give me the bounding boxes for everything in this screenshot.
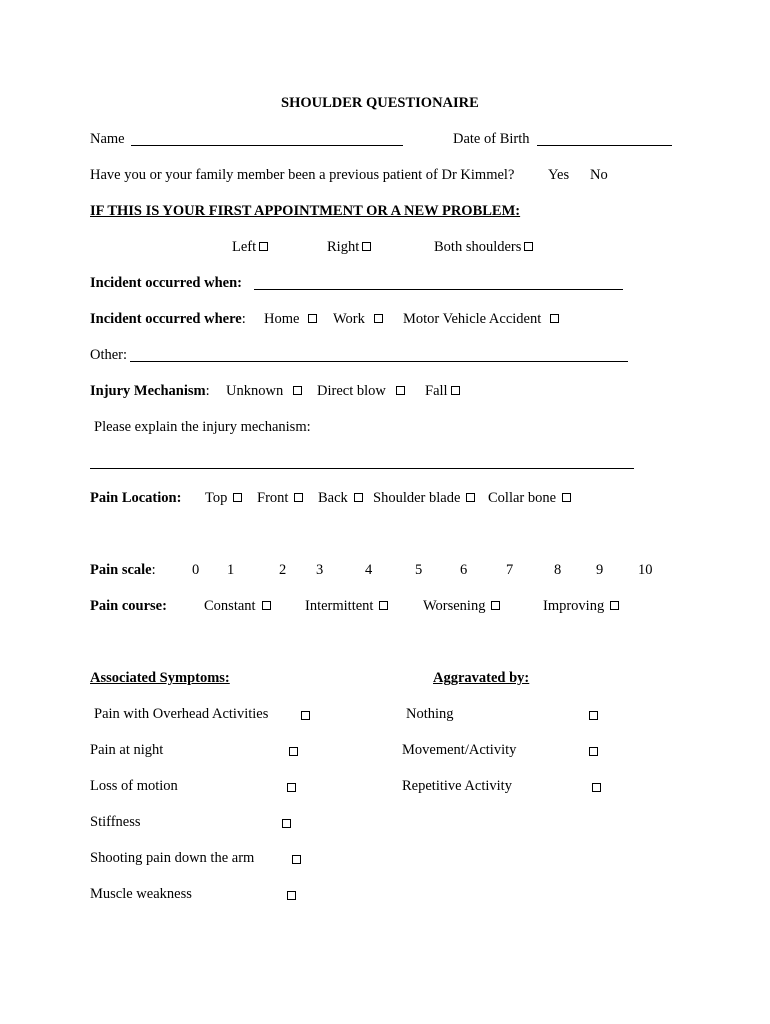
course-constant-option[interactable] (204, 597, 271, 615)
side-right-checkbox[interactable] (362, 242, 371, 251)
dob-label: Date of Birth (453, 131, 530, 147)
incident-home-label: Home (264, 311, 300, 327)
incident-work-label: Work (333, 311, 365, 327)
course-intermittent-option[interactable] (305, 597, 388, 615)
pain-scale-colon: : (151, 562, 156, 578)
injury-mechanism-colon: : (205, 383, 210, 399)
pain-scale-label: Pain scale (90, 562, 152, 578)
symptom-checkbox[interactable] (301, 711, 310, 720)
mechanism-fall-label: Fall (425, 383, 448, 399)
incident-home-option[interactable] (264, 310, 317, 328)
pain-front-checkbox[interactable] (294, 493, 303, 502)
symptom-label: Loss of motion (90, 778, 178, 794)
pain-scale-value[interactable]: 8 (554, 562, 562, 578)
aggravated-label: Movement/Activity (402, 742, 517, 758)
aggravated-checkbox[interactable] (589, 711, 598, 720)
name-label: Name (90, 131, 125, 147)
course-intermittent-label: Intermittent (305, 598, 374, 614)
course-worsening-option[interactable] (423, 597, 500, 615)
page-title: SHOULDER QUESTIONAIRE (281, 95, 479, 111)
mechanism-unknown-option[interactable] (226, 382, 302, 400)
mechanism-fall-option[interactable] (425, 382, 460, 400)
mechanism-unknown-label: Unknown (226, 383, 284, 399)
incident-home-checkbox[interactable] (308, 314, 317, 323)
course-constant-label: Constant (204, 598, 256, 614)
pain-scale-value[interactable]: 5 (415, 562, 423, 578)
pain-scale-value[interactable]: 1 (227, 562, 235, 578)
injury-mechanism-row (90, 382, 210, 400)
pain-collar-bone-checkbox[interactable] (562, 493, 571, 502)
symptom-label: Stiffness (90, 814, 141, 830)
aggravated-by-heading: Aggravated by: (433, 670, 530, 686)
incident-work-checkbox[interactable] (374, 314, 383, 323)
aggravated-label: Nothing (406, 706, 454, 722)
pain-scale-value[interactable]: 7 (506, 562, 514, 578)
course-worsening-checkbox[interactable] (491, 601, 500, 610)
mechanism-fall-checkbox[interactable] (451, 386, 460, 395)
explain-mechanism-label: Please explain the injury mechanism: (94, 419, 311, 435)
symptom-checkbox[interactable] (282, 819, 291, 828)
pain-scale-value[interactable]: 0 (192, 562, 200, 578)
pain-shoulder-blade-checkbox[interactable] (466, 493, 475, 502)
incident-where-colon: : (241, 311, 246, 327)
pain-collar-bone-label: Collar bone (488, 490, 557, 506)
pain-scale-value[interactable]: 4 (365, 562, 373, 578)
previous-patient-question: Have you or your family member been a previous patient of Dr Kimmel? (90, 167, 515, 183)
side-both-option[interactable] (434, 238, 533, 256)
other-label: Other: (90, 347, 128, 363)
dob-field[interactable] (537, 145, 672, 146)
previous-patient-no[interactable]: No (590, 167, 608, 183)
side-left-option[interactable] (232, 238, 268, 256)
pain-scale-value[interactable]: 2 (279, 562, 287, 578)
side-right-option[interactable] (327, 238, 371, 256)
symptom-label: Shooting pain down the arm (90, 850, 255, 866)
course-improving-label: Improving (543, 598, 605, 614)
course-constant-checkbox[interactable] (262, 601, 271, 610)
symptom-label: Pain with Overhead Activities (94, 706, 269, 722)
pain-collar-bone-option[interactable] (488, 489, 571, 507)
pain-shoulder-blade-option[interactable] (373, 489, 475, 507)
pain-shoulder-blade-label: Shoulder blade (373, 490, 461, 506)
symptom-label: Pain at night (90, 742, 164, 758)
incident-mva-label: Motor Vehicle Accident (403, 311, 542, 327)
symptom-label: Muscle weakness (90, 886, 192, 902)
pain-back-checkbox[interactable] (354, 493, 363, 502)
symptom-checkbox[interactable] (287, 783, 296, 792)
mechanism-direct-blow-checkbox[interactable] (396, 386, 405, 395)
pain-top-label: Top (205, 490, 228, 506)
pain-location-label: Pain Location: (90, 490, 182, 506)
previous-patient-yes[interactable]: Yes (548, 167, 570, 183)
pain-scale-row (90, 561, 156, 579)
course-improving-checkbox[interactable] (610, 601, 619, 610)
pain-back-label: Back (318, 490, 348, 506)
incident-mva-option[interactable] (403, 310, 559, 328)
incident-work-option[interactable] (333, 310, 383, 328)
aggravated-checkbox[interactable] (592, 783, 601, 792)
incident-when-label: Incident occurred when: (90, 275, 242, 291)
mechanism-direct-blow-label: Direct blow (317, 383, 386, 399)
side-both-checkbox[interactable] (524, 242, 533, 251)
other-field[interactable] (130, 361, 628, 362)
mechanism-direct-blow-option[interactable] (317, 382, 405, 400)
course-intermittent-checkbox[interactable] (379, 601, 388, 610)
pain-front-option[interactable] (257, 489, 303, 507)
aggravated-checkbox[interactable] (589, 747, 598, 756)
aggravated-label: Repetitive Activity (402, 778, 512, 794)
incident-where-row (90, 310, 246, 328)
pain-front-label: Front (257, 490, 289, 506)
incident-where-label: Incident occurred where (90, 311, 242, 327)
side-left-label: Left (232, 239, 257, 255)
explain-mechanism-field[interactable] (90, 468, 634, 469)
pain-top-option[interactable] (205, 489, 242, 507)
mechanism-unknown-checkbox[interactable] (293, 386, 302, 395)
symptom-checkbox[interactable] (289, 747, 298, 756)
pain-scale-value[interactable]: 6 (460, 562, 468, 578)
incident-when-field[interactable] (254, 289, 623, 290)
side-left-checkbox[interactable] (259, 242, 268, 251)
course-improving-option[interactable] (543, 597, 619, 615)
symptom-checkbox[interactable] (287, 891, 296, 900)
pain-top-checkbox[interactable] (233, 493, 242, 502)
symptom-checkbox[interactable] (292, 855, 301, 864)
side-right-label: Right (327, 239, 360, 255)
first-appointment-heading: IF THIS IS YOUR FIRST APPOINTMENT OR A NEW PROBLEM: (90, 203, 521, 219)
pain-back-option[interactable] (318, 489, 363, 507)
injury-mechanism-label: Injury Mechanism (90, 383, 206, 399)
side-both-label: Both shoulders (434, 239, 522, 255)
incident-mva-checkbox[interactable] (550, 314, 559, 323)
name-field[interactable] (131, 145, 403, 146)
pain-scale-value[interactable]: 3 (316, 562, 324, 578)
course-worsening-label: Worsening (423, 598, 486, 614)
pain-course-label: Pain course: (90, 598, 167, 614)
pain-scale-value[interactable]: 10 (638, 562, 653, 578)
pain-scale-value[interactable]: 9 (596, 562, 604, 578)
associated-symptoms-heading: Associated Symptoms: (90, 670, 230, 686)
